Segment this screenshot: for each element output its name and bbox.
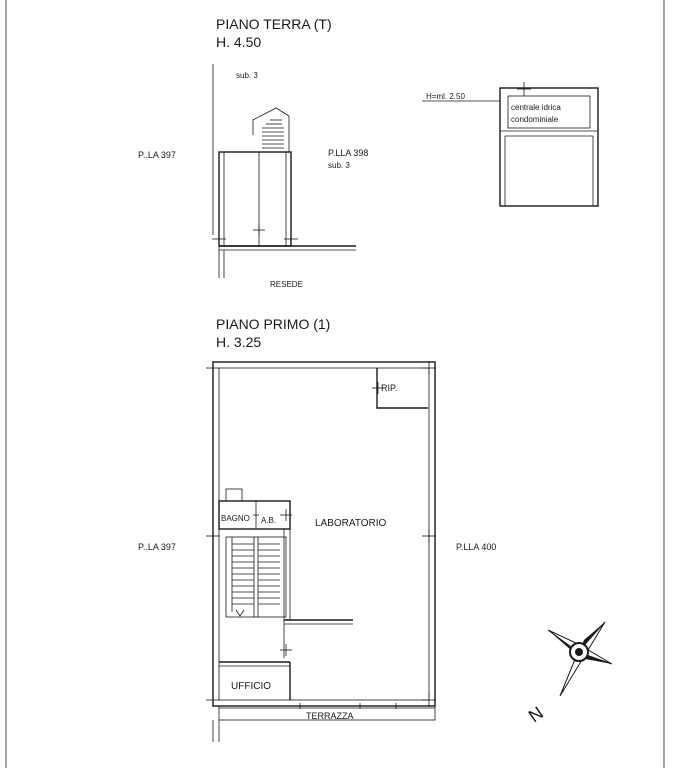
ground-floor-plan [212, 64, 356, 278]
water-room-label-1: centrale idrica [511, 103, 561, 112]
room-ufficio: UFFICIO [231, 681, 271, 692]
room-ab: A.B. [261, 516, 277, 525]
room-bagno: BAGNO [221, 514, 250, 523]
first-floor-height: H. 3.25 [216, 334, 262, 350]
room-terrazza: TERRAZZA [306, 711, 354, 721]
first-parcel-left: P..LA 397 [138, 542, 176, 552]
water-room-height: H=ml. 2.50 [426, 92, 465, 101]
first-floor-title: PIANO PRIMO (1) [216, 316, 331, 332]
ground-parcel-right-sub: sub. 3 [328, 161, 350, 170]
ground-parcel-left: P..LA 397 [138, 150, 176, 160]
room-laboratorio: LABORATORIO [315, 518, 387, 529]
first-parcel-right: P.LLA 400 [456, 542, 497, 552]
ground-floor-height: H. 4.50 [216, 34, 262, 50]
water-room-label-2: condominiale [511, 115, 559, 124]
ground-resede-label: RESEDE [270, 280, 303, 289]
compass-rose-icon [548, 622, 612, 696]
ground-floor-title: PIANO TERRA (T) [216, 16, 332, 32]
compass-north-label: N [524, 702, 547, 727]
ground-sub-top: sub. 3 [236, 71, 258, 80]
ground-parcel-right: P.LLA 398 [328, 148, 369, 158]
room-rip: RIP. [381, 383, 398, 393]
